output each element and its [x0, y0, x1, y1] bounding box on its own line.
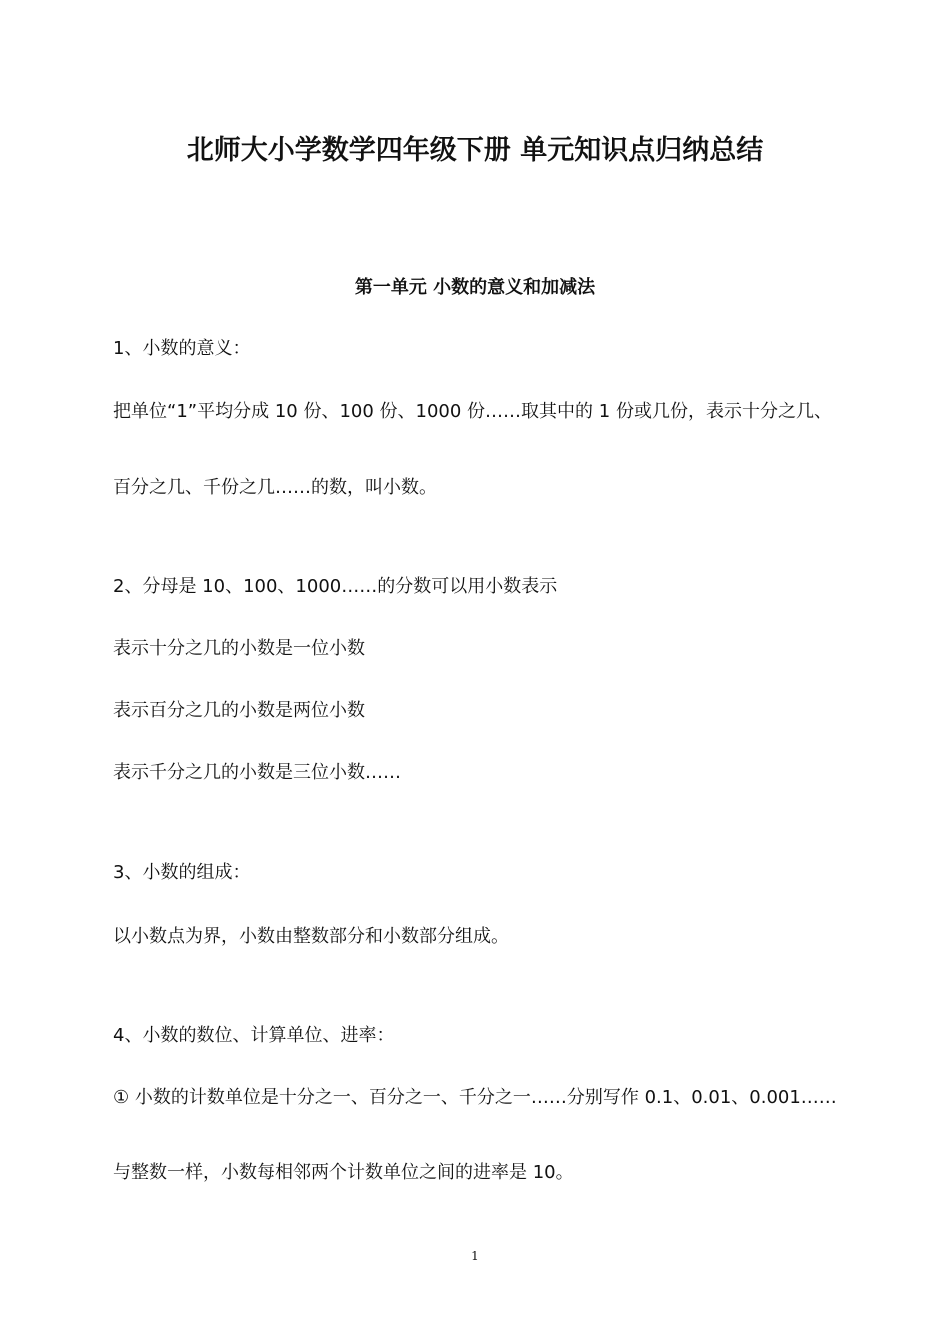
paragraph-line-4: 表示百分之几的小数是两位小数: [113, 700, 365, 721]
page-number: 1: [471, 1249, 479, 1263]
heading-1-decimal-meaning: 1、小数的意义：: [113, 338, 251, 359]
heading-3-decimal-composition: 3、小数的组成：: [113, 862, 251, 883]
heading-4-decimal-places: 4、小数的数位、计算单位、进率：: [113, 1025, 395, 1046]
paragraph-line-7: ① 小数的计数单位是十分之一、百分之一、千分之一……分别写作 0.1、0.01、0.001……: [113, 1087, 837, 1108]
paragraph-line-2: 百分之几、千份之几……的数，叫小数。: [113, 477, 437, 498]
paragraph-line-8: 与整数一样，小数每相邻两个计数单位之间的进率是 10。: [113, 1162, 574, 1183]
paragraph-line-5: 表示千分之几的小数是三位小数……: [113, 762, 401, 783]
heading-2-fraction-to-decimal: 2、分母是 10、100、1000……的分数可以用小数表示: [113, 576, 558, 597]
paragraph-line-1: 把单位“1”平均分成 10 份、100 份、1000 份……取其中的 1 份或几份，表示十分之几、: [113, 401, 832, 422]
paragraph-line-6: 以小数点为界，小数由整数部分和小数部分组成。: [113, 926, 509, 947]
section-title: 第一单元 小数的意义和加减法: [354, 277, 596, 298]
paragraph-line-3: 表示十分之几的小数是一位小数: [113, 638, 365, 659]
document-title: 北师大小学数学四年级下册 单元知识点归纳总结: [186, 135, 764, 166]
